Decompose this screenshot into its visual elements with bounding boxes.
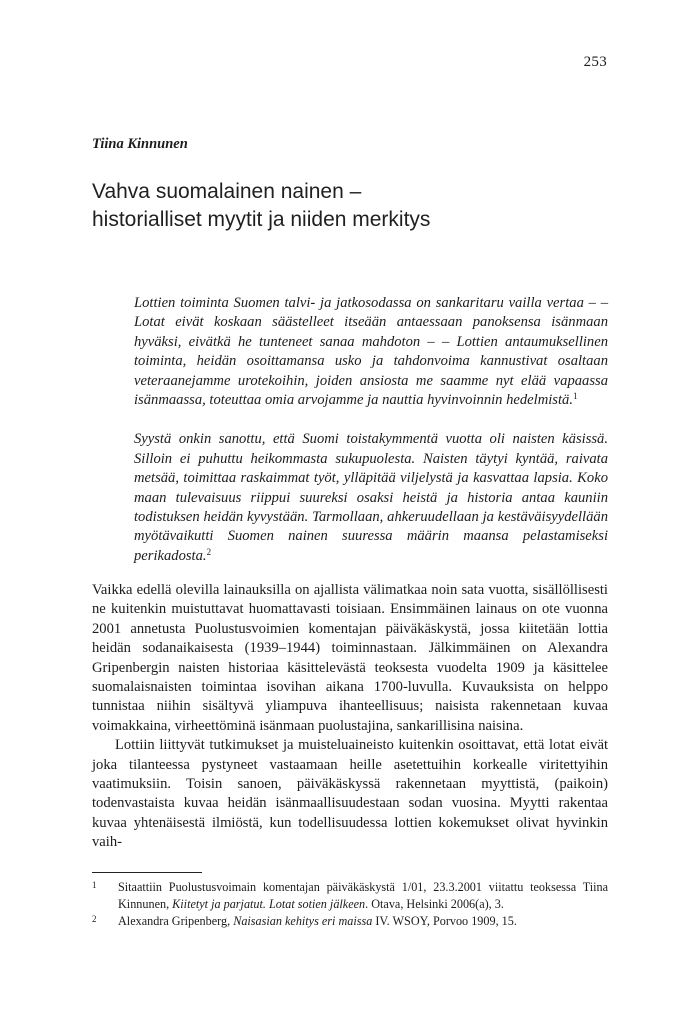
footnote-text: . Otava, Helsinki 2006(a), 3. [365, 896, 504, 911]
footnote-title: Kiitetyt ja parjatut. Lotat sotien jälkeen [172, 896, 366, 911]
body-text [92, 581, 608, 853]
chapter-title-line: Vahva suomalainen nainen – [92, 180, 362, 203]
quote-text: Syystä onkin sanottu, että Suomi toistakymmentä vuotta oli naisten käsissä. Silloin ei puhuttu heikommasta sukupuolesta. Naisten täytyi kyntää, raivata metsää, toimittaa raskaimmat työt, ylläpitää viljelystä ja kasvattaa lapsia. Koko maan tulevaisuus riippui suureksi osaksi heistä ja historia antaa kauniin todistuksen heidän kyvystään. Tarmollaan, ahkeruudellaan ja kestäväisyydellään myötävaikutti Suomen nainen suuressa määrin maansa pelastamiseksi perikadosta. [134, 431, 608, 564]
footnote-text: IV. WSOY, Porvoo 1909, 15. [372, 913, 517, 928]
footnote-text: Sitaattiin Puolustusvoimain komentajan päiväkäskystä 1/01, 23.3.2001 viitattu teoksessa Tiina Kinnunen, [118, 880, 608, 911]
chapter-title-line: historialliset myytit ja niiden merkitys [92, 208, 431, 231]
chapter-author: Tiina Kinnunen [92, 136, 188, 152]
footnote-title: Naisasian kehitys eri maissa [233, 913, 373, 928]
epigraph-quote [134, 294, 608, 410]
footnote [92, 879, 608, 913]
chapter-title [92, 178, 612, 234]
body-paragraph: Vaikka edellä olevilla lainauksilla on ajallista välimatkaa noin sata vuotta, sisällöllisesti ne kuitenkin muistuttavat huomattavasti toisiaan. Ensimmäinen lainaus on ote vuonna 2001 annetusta Puolustusvoimien komentajan päiväkäskystä, jossa kiitetään lottia heidän sodanaikaisesta (1939–1944) toiminnastaan. Jälkimmäinen on Alexandra Gripenbergin naisten historiaa käsittelevästä teoksesta vuodelta 1909 ja käsittelee suomalaisnaisten toimintaa isovihan aikana 1700-luvulla. Kuvauksista on helppo tunnistaa niihin sisältyvä yliampuva ihanteellisuus; naisista rakennetaan kuvaa voimakkaina, virheettöminä isänmaan puolustajina, sankarillisina naisina. [92, 582, 608, 734]
footnote-number: 2 [92, 913, 97, 924]
epigraph-quotes [134, 294, 608, 566]
footnote-text: Alexandra Gripenberg, [118, 913, 234, 928]
footnote-divider [92, 872, 202, 873]
footnote-number: 1 [92, 880, 97, 890]
page-number: 253 [583, 54, 607, 70]
epigraph-quote [134, 430, 608, 566]
body-paragraph: Lottiin liittyvät tutkimukset ja muisteluaineisto kuitenkin osoittavat, että lotat eivät joka tilanteessa pystyneet vastaamaan heille asetettuihin korkealle viritettyihin vaatimuksiin. Toisin sanoen, päiväkäskyssä rakennetaan myyttistä, (paikoin) todenvastaista kuvaa heidän isänmaallisuudestaan sodan vuosina. Myytti rakentaa kuvaa yhtenäisestä ilmiöstä, kun todellisuudessa lottien kokemukset olivat hyvinkin vaih- [92, 737, 608, 851]
footnote-ref: 1 [573, 391, 578, 402]
footnote-ref: 2 [206, 546, 212, 557]
footnotes [92, 879, 608, 929]
footnote [92, 913, 608, 930]
quote-text: Lottien toiminta Suomen talvi- ja jatkosodassa on sankaritaru vailla vertaa – – Lotat eivät koskaan säästelleet itseään antaessaan panoksensa isänmaan hyväksi, eivätkä he tunteneet sanaa mahdoton – – Lottien antaumuksellinen toiminta, heidän osoittamansa usko ja tahdonvoima kannustivat osaltaan veteraanejamme urotekoihin, joiden ansiosta me saamme nyt elää vapaassa isänmaassa, toteuttaa omia arvojamme ja nauttia hyvinvoinnin hedelmistä. [134, 295, 608, 409]
